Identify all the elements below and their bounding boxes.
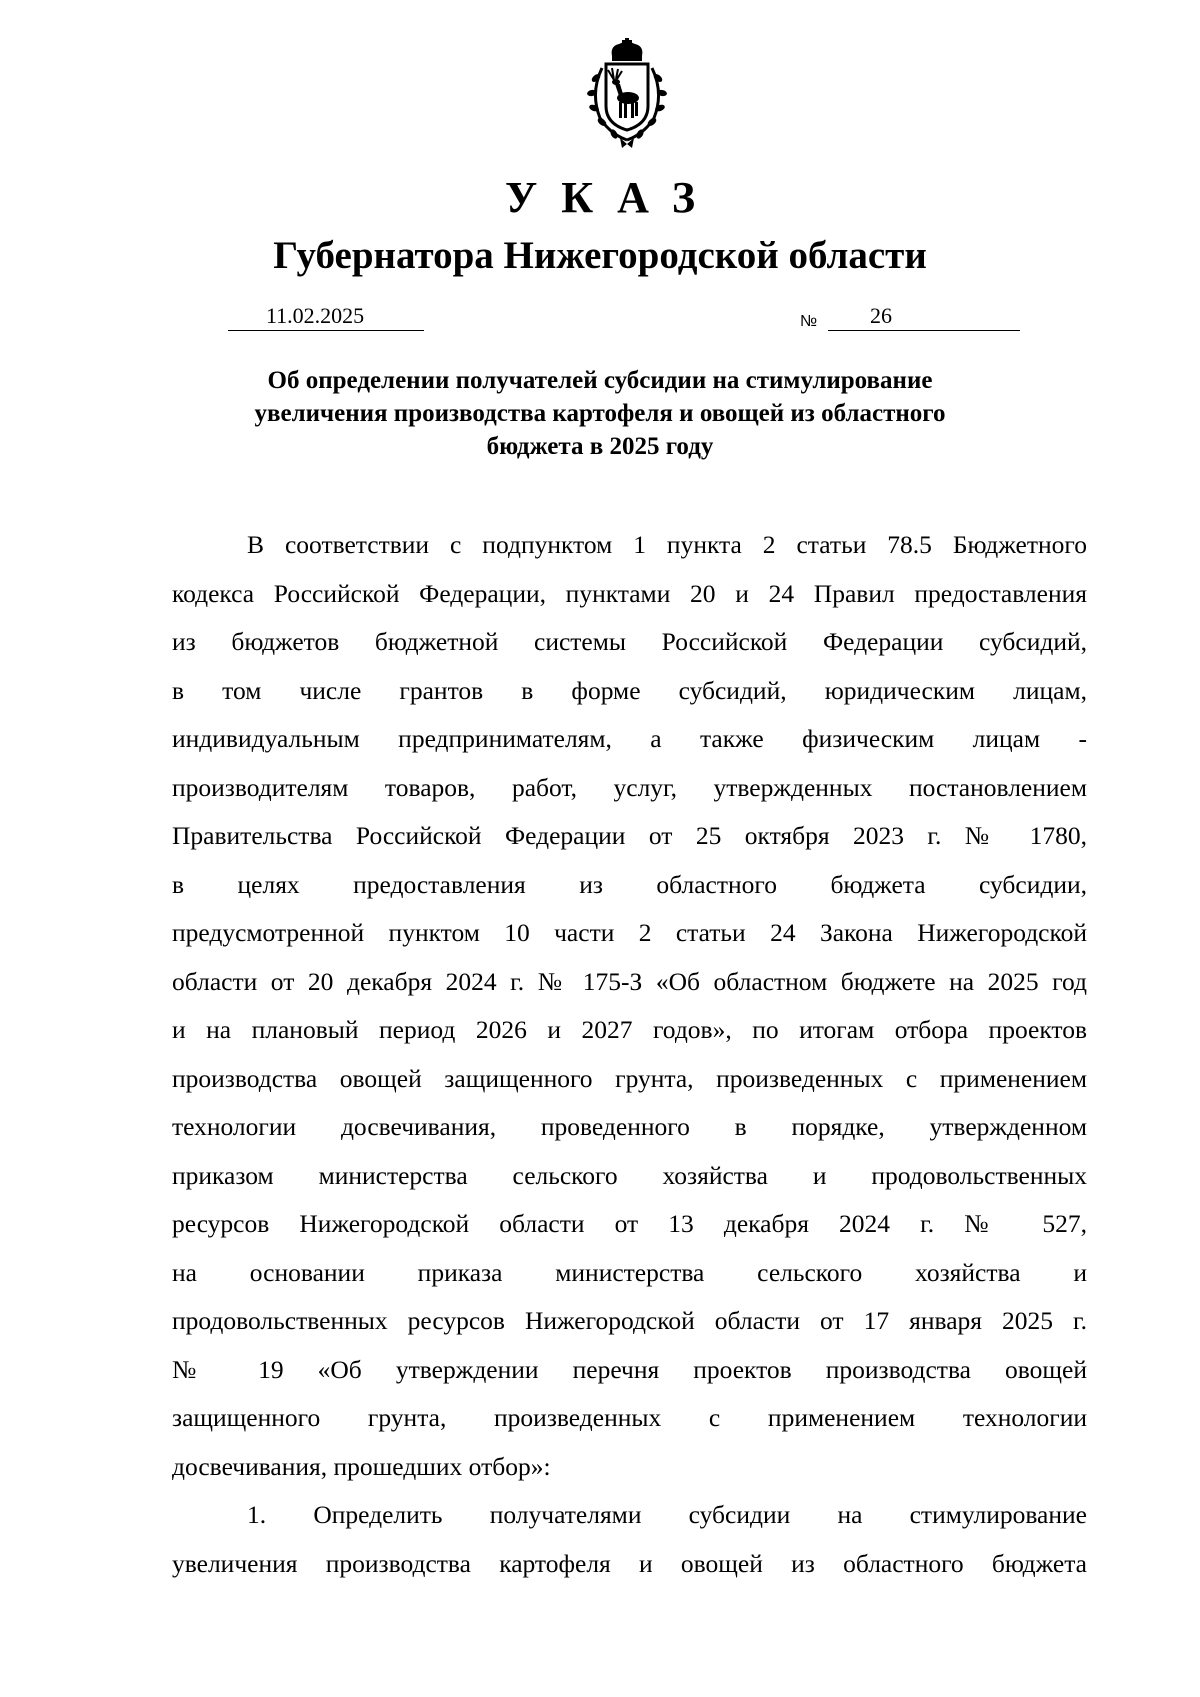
body-line: и на плановый период 2026 и 2027 годов», по итогам отбора проектов (172, 1015, 1087, 1044)
document-date-field (228, 302, 424, 331)
body-line: Правительства Российской Федерации от 25 октября 2023 г. № 1780, (172, 821, 1087, 850)
body-line: производителям товаров, работ, услуг, утвержденных постановлением (172, 772, 1087, 802)
body-line: предусмотренной пунктом 10 части 2 статьи 24 Закона Нижегородской (172, 918, 1087, 947)
title-line: бюджета в 2025 году (486, 433, 714, 460)
body-line: ресурсов Нижегородской области от 13 декабря 2024 г. № 527, (172, 1209, 1087, 1238)
body-line: в том числе грантов в форме субсидий, юридическим лицам, (172, 675, 1087, 705)
body-line: индивидуальным предпринимателям, а также физическим лицам - (172, 724, 1087, 753)
title-line: Об определении получателей субсидии на стимулирование (267, 367, 933, 394)
body-line: технологии досвечивания, проведенного в порядке, утвержденном (172, 1112, 1087, 1141)
title-line: увеличения производства картофеля и овощей из областного (254, 400, 946, 427)
body-line: в целях предоставления из областного бюджета субсидии, (172, 869, 1087, 899)
number-label: № (800, 313, 818, 330)
body-line: В соответствии с подпунктом 1 пункта 2 статьи 78.5 Бюджетного (247, 530, 1087, 559)
document-number-field (828, 302, 1020, 331)
body-line: области от 20 декабря 2024 г. № 175-З «Об областном бюджете на 2025 год (172, 966, 1087, 996)
body-line: продовольственных ресурсов Нижегородской области от 17 января 2025 г. (172, 1306, 1087, 1335)
document-body (172, 521, 1087, 1588)
body-line: на основании приказа министерства сельского хозяйства и (172, 1257, 1087, 1287)
issuer-heading: Губернатора Нижегородской области (273, 234, 927, 277)
document-number: 26 (870, 303, 892, 328)
body-line: защищенного грунта, произведенных с применением технологии (172, 1403, 1087, 1432)
body-line: приказом министерства сельского хозяйства и продовольственных (172, 1160, 1087, 1190)
body-line: производства овощей защищенного грунта, произведенных с применением (172, 1063, 1087, 1093)
document-title (200, 364, 1000, 463)
document-date: 11.02.2025 (266, 303, 365, 328)
document-type-heading: УКАЗ (504, 173, 720, 222)
body-line: увеличения производства картофеля и овощей из областного бюджета (172, 1548, 1087, 1578)
body-line: 1. Определить получателями субсидии на стимулирование (247, 1500, 1087, 1529)
body-line: кодекса Российской Федерации, пунктами 20 и 24 Правил предоставления (172, 578, 1087, 608)
body-line: из бюджетов бюджетной системы Российской Федерации субсидий, (172, 627, 1087, 656)
body-line: досвечивания, прошедших отбор»: (172, 1451, 551, 1481)
coat-of-arms-icon (572, 38, 682, 150)
body-line: № 19 «Об утверждении перечня проектов производства овощей (172, 1354, 1087, 1384)
